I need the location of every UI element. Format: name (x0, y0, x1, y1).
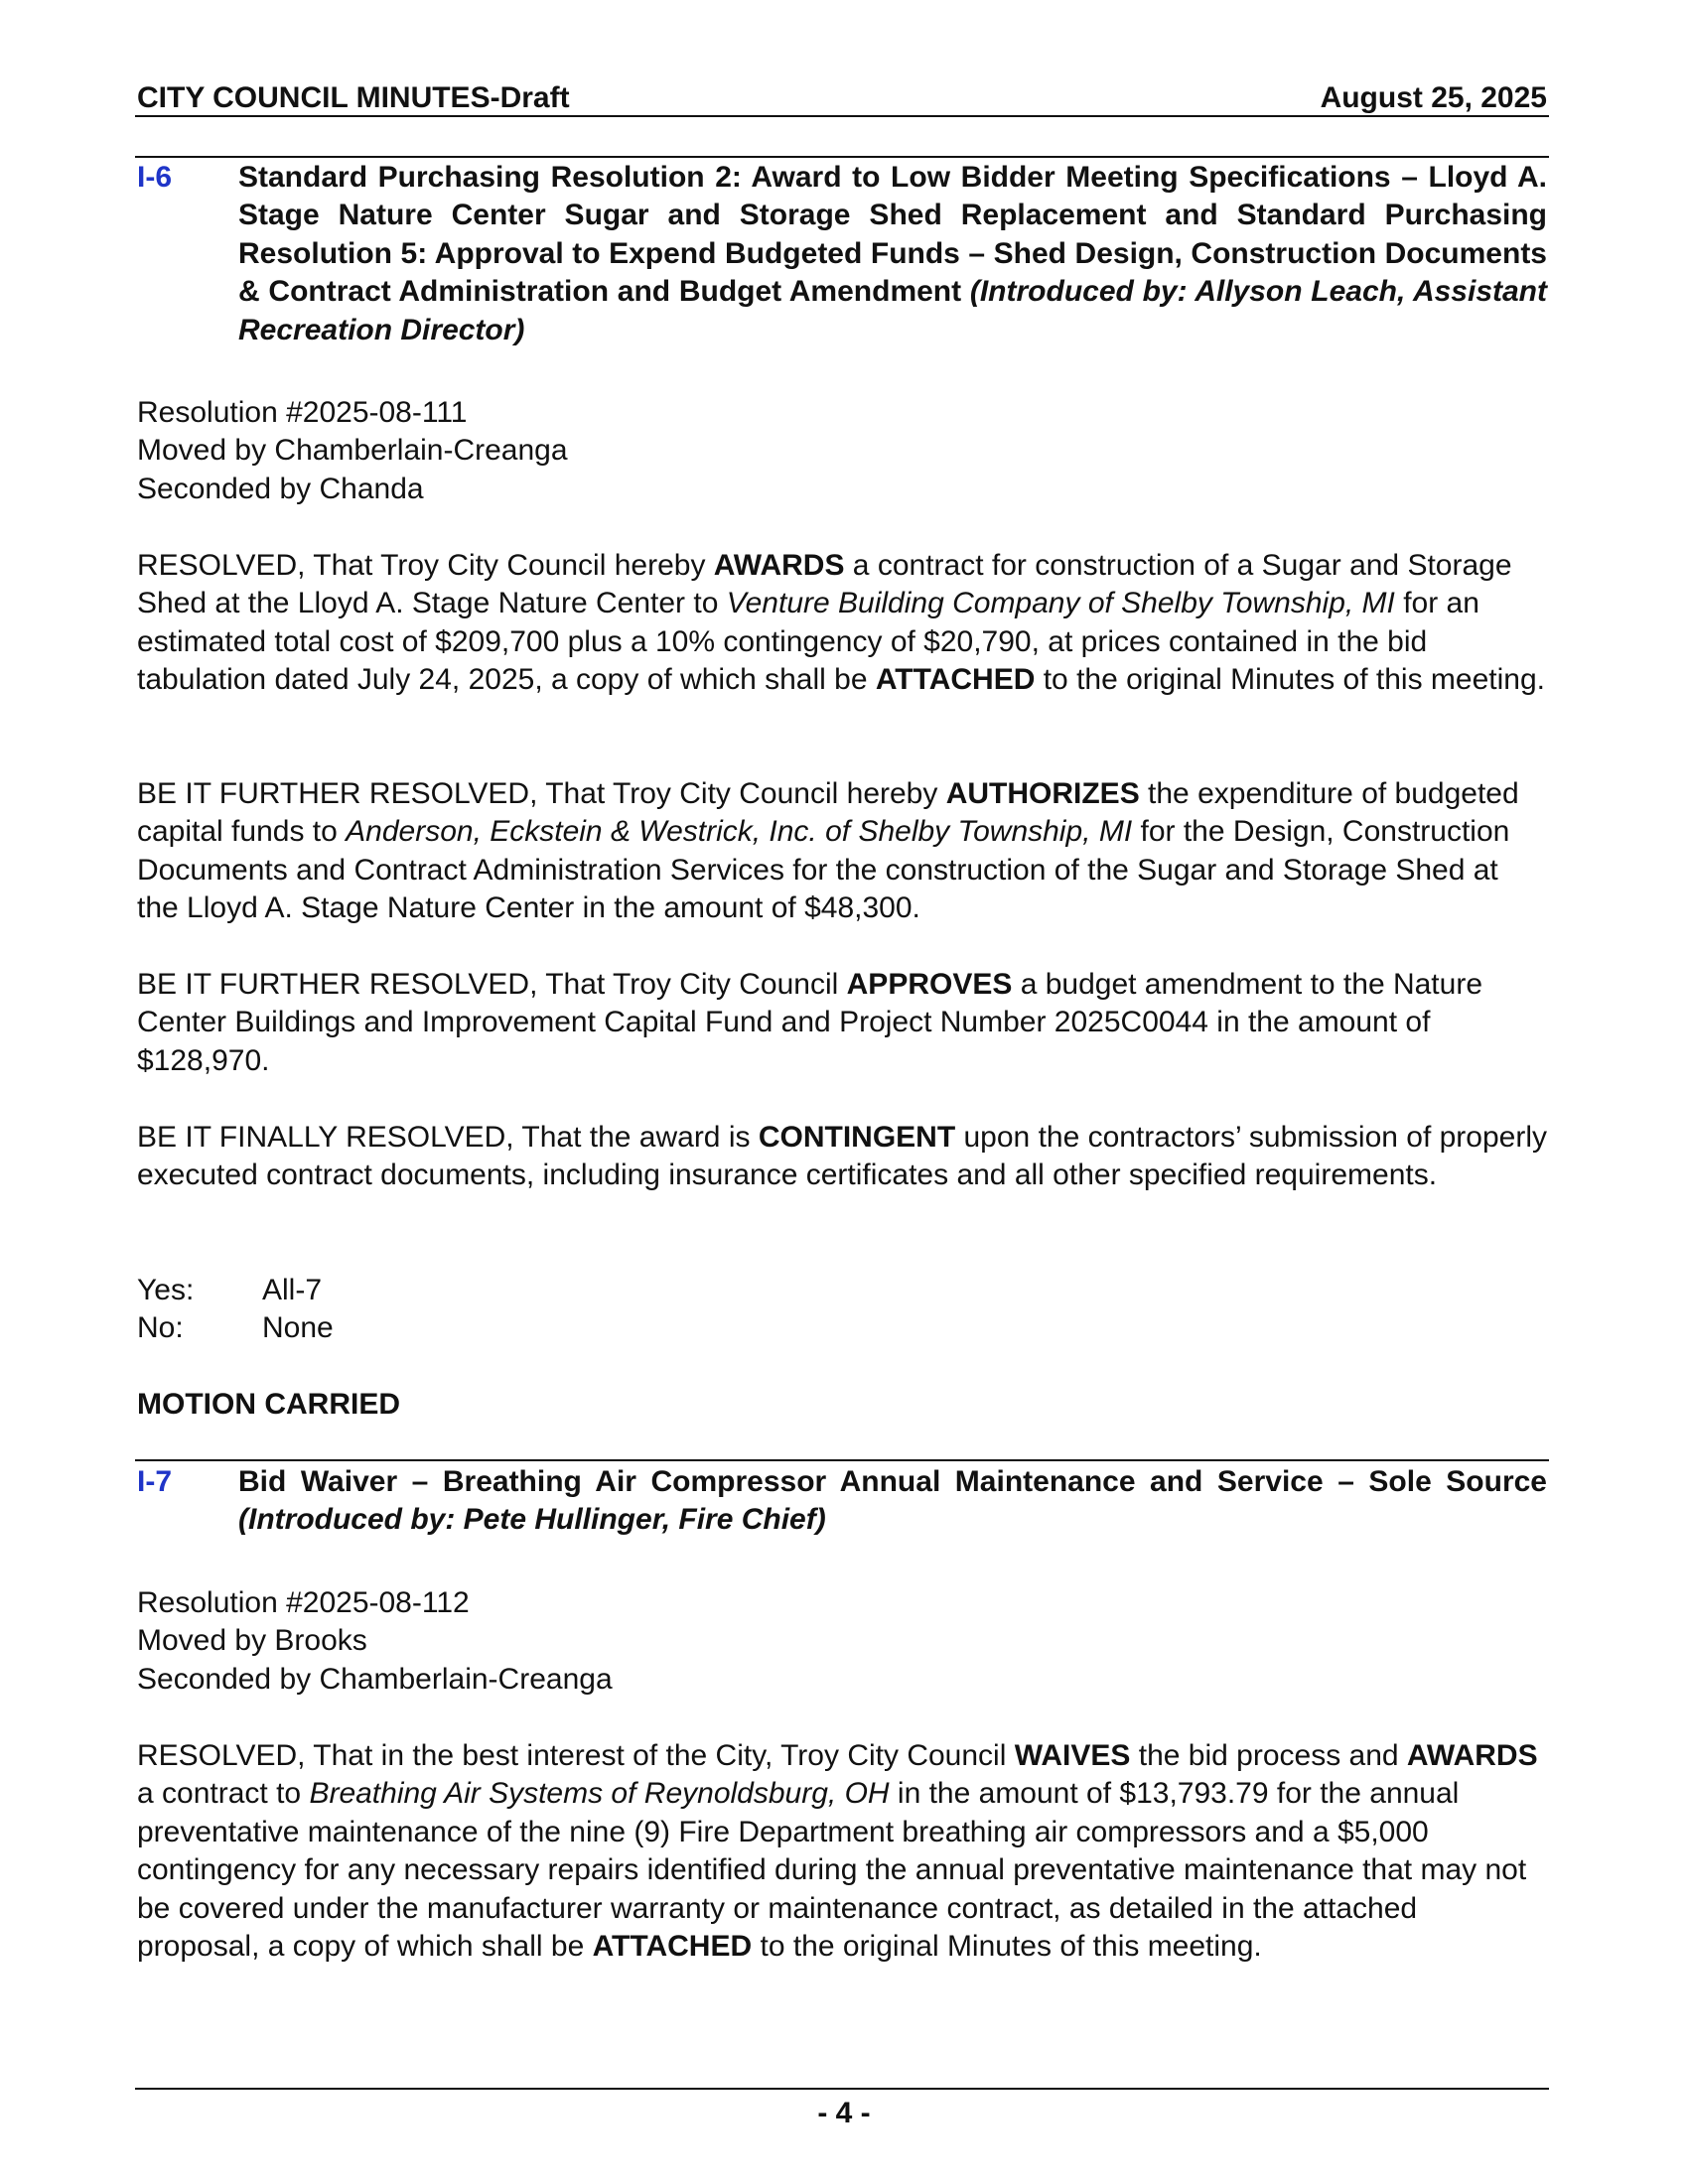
item-title (238, 159, 1547, 349)
emphasis-run: AWARDS (713, 549, 845, 582)
item-number: I-6 (137, 161, 173, 194)
text-run: a budget amendment to the Nature Center Buildings and Improvement Capital Fund and Project Number 2025C0044 in the amount of $128,970. (137, 968, 1483, 1077)
agenda-item-i6 (137, 159, 1547, 349)
text-run: to the original Minutes of this meeting. (1035, 663, 1545, 697)
motion-result: MOTION CARRIED (137, 1388, 400, 1421)
text-run: BE IT FURTHER RESOLVED, That Troy City Council hereby (137, 777, 946, 810)
resolution-info-i7 (137, 1584, 1547, 1699)
header-divider (135, 115, 1549, 117)
vote-record (137, 1272, 1547, 1348)
vote-yes-label: Yes: (137, 1274, 195, 1306)
item-title-text: Standard Purchasing Resolution 2: Award to Low Bidder Meeting Specifications – Lloyd A. Stage Nature Center Sugar and Storage Shed Replacement and Standard Purchasing Resolution 5: Approval to Expend Budgeted Funds – Shed Design, Construction Documents & Contract Administration and Budget Amendment (238, 161, 1547, 309)
text-run: in the amount of $13,793.79 for the annual preventative maintenance of the nine (9) Fire Department breathing air compressors and a $5,000 contingency for any necessary repairs identified during the annual preventative maintenance that may not be covered under the manufacturer warranty or maintenance contract, as detailed in the attached proposal, a copy of which shall be (137, 1777, 1527, 1964)
emphasis-run: ATTACHED (875, 663, 1036, 697)
contractor-name: Breathing Air Systems of Reynoldsburg, OH (309, 1777, 890, 1811)
emphasis-run: AUTHORIZES (945, 777, 1140, 810)
moved-by: Moved by Chamberlain-Creanga (137, 434, 568, 468)
document-title: CITY COUNCIL MINUTES-Draft (137, 81, 570, 114)
introduced-by: (Introduced by: Pete Hullinger, Fire Chief) (238, 1503, 826, 1537)
text-run: a contract for construction of a Sugar and Storage Shed at the Lloyd A. Stage Nature Center to (137, 549, 1512, 620)
resolution-paragraph-2 (137, 775, 1547, 928)
footer-divider (135, 2088, 1549, 2090)
vote-no (137, 1309, 1547, 1347)
text-run: for an estimated total cost of $209,700 plus a 10% contingency of $20,790, at prices contained in the bid tabulation dated July 24, 2025, a copy of which shall be (137, 587, 1479, 697)
resolution-paragraph-4 (137, 1119, 1547, 1195)
emphasis-run: APPROVES (846, 968, 1013, 1001)
contractor-name: Anderson, Eckstein & Westrick, Inc. of Shelby Township, MI (346, 815, 1133, 849)
resolution-paragraph-3 (137, 966, 1547, 1080)
resolution-info-i6 (137, 394, 1547, 508)
text-run: RESOLVED, That Troy City Council hereby (137, 549, 714, 582)
section-divider-i7 (135, 1459, 1549, 1461)
meeting-date: August 25, 2025 (1320, 81, 1547, 114)
emphasis-run: WAIVES (1014, 1739, 1131, 1772)
resolution-paragraph-i7 (137, 1737, 1547, 1966)
text-run: BE IT FURTHER RESOLVED, That Troy City Council (137, 968, 847, 1001)
contractor-name: Venture Building Company of Shelby Township, MI (726, 587, 1395, 620)
emphasis-run: AWARDS (1406, 1739, 1538, 1772)
text-run: the expenditure of budgeted capital funds to (137, 777, 1519, 849)
resolution-paragraph-1 (137, 547, 1547, 700)
agenda-item-i7 (137, 1463, 1547, 1540)
introduced-by: (Introduced by: Allyson Leach, Assistant Recreation Director) (238, 275, 1547, 346)
item-title (238, 1463, 1547, 1540)
vote-no-value: None (262, 1311, 334, 1345)
section-divider-i6 (135, 156, 1549, 158)
page-header (137, 81, 1547, 115)
page-number: - 4 - (817, 2097, 871, 2129)
vote-yes-value: All-7 (262, 1274, 323, 1306)
moved-by: Moved by Brooks (137, 1624, 367, 1658)
item-number: I-7 (137, 1465, 173, 1498)
vote-yes (137, 1272, 1547, 1309)
text-run: upon the contractors’ submission of properly executed contract documents, including insurance certificates and all other specified requirements. (137, 1121, 1548, 1192)
item-title-text: Bid Waiver – Breathing Air Compressor Annual Maintenance and Service – Sole Source (238, 1465, 1547, 1498)
text-run: RESOLVED, That in the best interest of the City, Troy City Council (137, 1739, 1015, 1772)
resolution-number: Resolution #2025-08-112 (137, 1586, 470, 1619)
text-run: BE IT FINALLY RESOLVED, That the award is (137, 1121, 759, 1154)
text-run: for the Design, Construction Documents and Contract Administration Services for the construction of the Sugar and Storage Shed at the Lloyd A. Stage Nature Center in the amount of $48,300. (137, 815, 1510, 925)
resolution-number: Resolution #2025-08-111 (137, 396, 468, 429)
text-run: the bid process and (1130, 1739, 1407, 1772)
seconded-by: Seconded by Chanda (137, 472, 424, 505)
seconded-by: Seconded by Chamberlain-Creanga (137, 1662, 613, 1696)
text-run: to the original Minutes of this meeting. (752, 1930, 1262, 1964)
vote-no-label: No: (137, 1311, 184, 1345)
text-run: a contract to (137, 1777, 310, 1811)
emphasis-run: ATTACHED (592, 1930, 753, 1964)
emphasis-run: CONTINGENT (758, 1121, 956, 1154)
